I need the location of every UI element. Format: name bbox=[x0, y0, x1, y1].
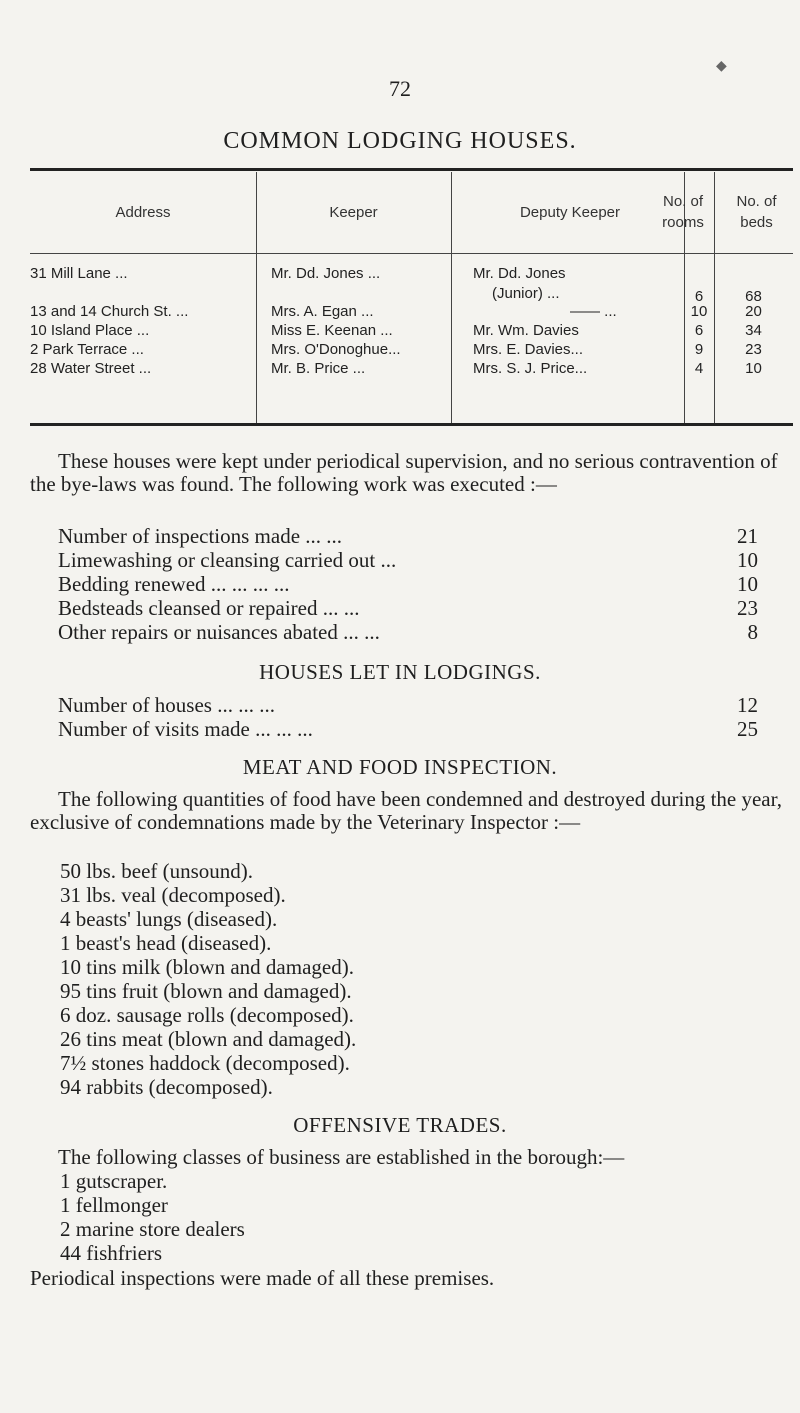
work-item bbox=[58, 549, 758, 572]
work-item-value: 21 bbox=[737, 524, 758, 548]
food-item: 50 lbs. beef (unsound). bbox=[60, 859, 254, 883]
lodging-houses-table bbox=[30, 168, 793, 430]
cell-address: 13 and 14 Church St. ... bbox=[30, 303, 189, 320]
header-rooms: No. of rooms bbox=[662, 193, 704, 231]
work-item bbox=[58, 573, 758, 596]
work-item-label: Other repairs or nuisances abated ... ... bbox=[58, 620, 380, 644]
lodgings-item bbox=[58, 718, 758, 741]
cell-beds: 10 bbox=[745, 360, 762, 377]
cell-keeper: Mrs. O'Donoghue... bbox=[271, 341, 401, 358]
trades-heading: OFFENSIVE TRADES. bbox=[293, 1113, 507, 1137]
supervision-paragraph: These houses were kept under periodical supervision, and no serious contravention of the bye-laws was found. The following work was executed :— bbox=[30, 449, 778, 496]
food-item: 1 beast's head (diseased). bbox=[60, 931, 272, 955]
cell-deputy: Mr. Wm. Davies bbox=[473, 322, 579, 339]
cell-keeper: Mrs. A. Egan ... bbox=[271, 303, 374, 320]
food-item: 6 doz. sausage rolls (decomposed). bbox=[60, 1003, 354, 1027]
cell-beds: 68 bbox=[745, 288, 762, 305]
cell-address: 10 Island Place ... bbox=[30, 322, 150, 339]
cell-deputy: Mrs. S. J. Price... bbox=[473, 360, 588, 377]
trade-item: 44 fishfriers bbox=[60, 1241, 163, 1265]
lodgings-item-value: 12 bbox=[737, 693, 758, 717]
page-number: 72 bbox=[389, 76, 411, 101]
cell-beds: 20 bbox=[745, 303, 762, 320]
trade-item: 1 fellmonger bbox=[60, 1193, 168, 1217]
cell-rooms: 4 bbox=[694, 360, 704, 377]
cell-keeper: Miss E. Keenan ... bbox=[271, 322, 393, 339]
work-item bbox=[58, 621, 758, 644]
trades-closing: Periodical inspections were made of all these premises. bbox=[30, 1266, 495, 1290]
table-bottom-rule bbox=[30, 423, 793, 426]
column-divider bbox=[451, 172, 452, 423]
trades-intro: The following classes of business are established in the borough:— bbox=[58, 1145, 625, 1169]
cell-beds: 23 bbox=[745, 341, 762, 358]
work-item-value: 23 bbox=[737, 596, 758, 620]
food-item: 31 lbs. veal (decomposed). bbox=[60, 883, 286, 907]
work-item bbox=[58, 525, 758, 548]
lodgings-item bbox=[58, 694, 758, 717]
trade-item: 1 gutscraper. bbox=[60, 1169, 168, 1193]
table-header-rule bbox=[30, 253, 793, 254]
work-item-value: 8 bbox=[747, 620, 758, 644]
cell-deputy: Mrs. E. Davies... bbox=[473, 341, 584, 358]
page-title: COMMON LODGING HOUSES. bbox=[223, 128, 577, 154]
cell-deputy: Mr. Dd. Jones bbox=[473, 265, 566, 282]
work-item-value: 10 bbox=[737, 548, 758, 572]
food-item: 7½ stones haddock (decomposed). bbox=[60, 1051, 350, 1075]
cell-deputy: —— ... bbox=[570, 303, 617, 320]
work-item-label: Limewashing or cleansing carried out ... bbox=[58, 548, 397, 572]
work-item bbox=[58, 597, 758, 620]
header-address: Address bbox=[115, 203, 171, 221]
meat-heading: MEAT AND FOOD INSPECTION. bbox=[242, 755, 558, 779]
cell-address: 28 Water Street ... bbox=[30, 360, 152, 377]
work-item-label: Bedsteads cleansed or repaired ... ... bbox=[58, 596, 360, 620]
cell-rooms: 6 bbox=[694, 288, 704, 305]
header-beds: No. of beds bbox=[736, 193, 777, 231]
lodgings-item-label: Number of houses ... ... ... bbox=[58, 693, 275, 717]
corner-mark: ◆ bbox=[716, 59, 727, 74]
meat-paragraph: The following quantities of food have been condemned and destroyed during the year, exclusive of condemnations made by the Veterinary Inspector :— bbox=[30, 787, 783, 834]
cell-address: 2 Park Terrace ... bbox=[30, 341, 144, 358]
lodgings-item-label: Number of visits made ... ... ... bbox=[58, 717, 313, 741]
food-item: 26 tins meat (blown and damaged). bbox=[60, 1027, 357, 1051]
food-item: 94 rabbits (decomposed). bbox=[60, 1075, 273, 1099]
work-item-value: 10 bbox=[737, 572, 758, 596]
lodgings-heading: HOUSES LET IN LODGINGS. bbox=[259, 660, 541, 684]
cell-deputy-cont: (Junior) ... bbox=[492, 285, 560, 302]
cell-rooms: 9 bbox=[694, 341, 704, 358]
cell-keeper: Mr. B. Price ... bbox=[271, 360, 366, 377]
lodgings-item-value: 25 bbox=[737, 717, 758, 741]
header-keeper: Keeper bbox=[329, 203, 378, 221]
cell-beds: 34 bbox=[745, 322, 762, 339]
header-deputy-keeper: Deputy Keeper bbox=[519, 203, 621, 221]
cell-address: 31 Mill Lane ... bbox=[30, 265, 128, 282]
cell-rooms: 10 bbox=[690, 303, 708, 320]
table-top-rule bbox=[30, 168, 793, 171]
work-item-label: Number of inspections made ... ... bbox=[58, 524, 343, 548]
food-item: 10 tins milk (blown and damaged). bbox=[60, 955, 354, 979]
trade-item: 2 marine store dealers bbox=[60, 1217, 245, 1241]
food-item: 95 tins fruit (blown and damaged). bbox=[60, 979, 352, 1003]
food-item: 4 beasts' lungs (diseased). bbox=[60, 907, 278, 931]
cell-keeper: Mr. Dd. Jones ... bbox=[271, 265, 381, 282]
work-item-label: Bedding renewed ... ... ... ... bbox=[58, 572, 290, 596]
cell-rooms: 6 bbox=[694, 322, 704, 339]
